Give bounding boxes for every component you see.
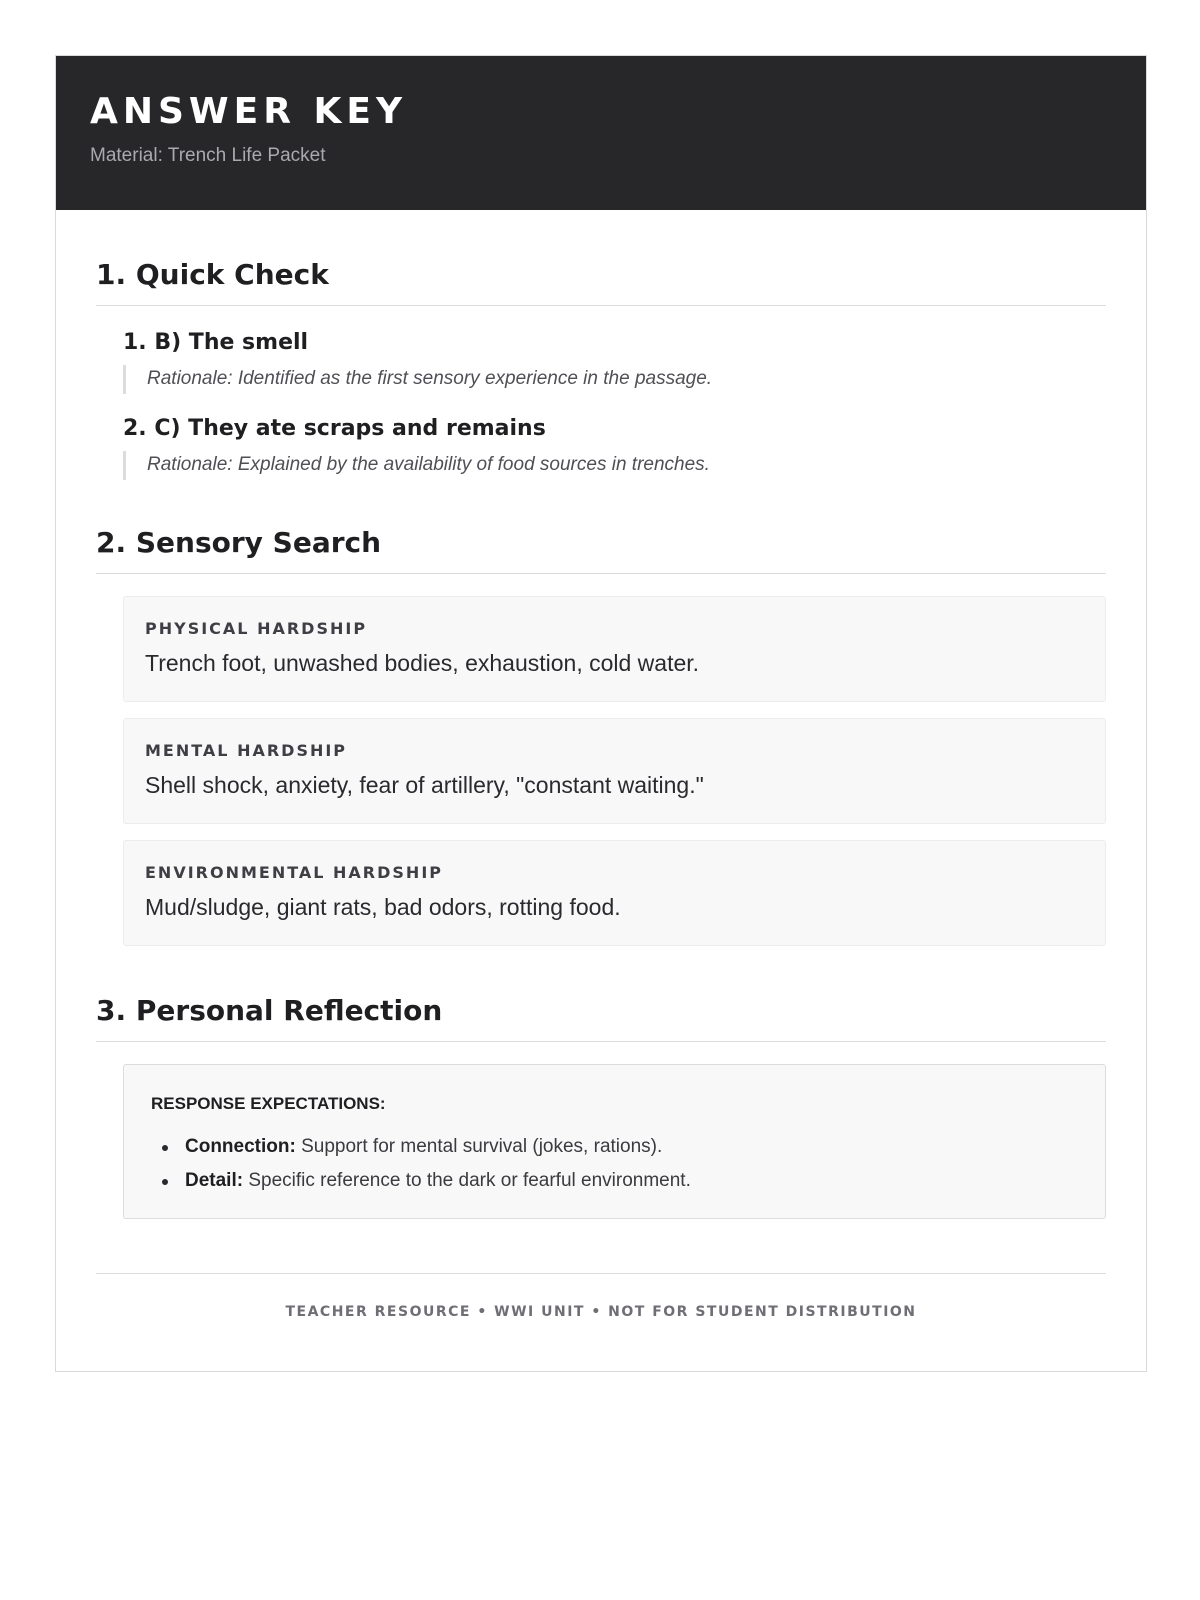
- hardship-cards: [96, 596, 1106, 946]
- card-label: ENVIRONMENTAL HARDSHIP: [145, 863, 443, 882]
- expectations-list: [151, 1130, 1078, 1198]
- expectation-term: Detail:: [185, 1170, 244, 1191]
- header-banner: [56, 56, 1146, 210]
- card-environmental-hardship: [123, 840, 1106, 946]
- list-item: [123, 416, 1106, 480]
- card-physical-hardship: [123, 596, 1106, 702]
- expectation-text: Specific reference to the dark or fearful environment.: [243, 1170, 691, 1191]
- response-expectations-title: RESPONSE EXPECTATIONS:: [151, 1094, 386, 1113]
- card-text: Shell shock, anxiety, fear of artillery, "constant waiting.": [145, 772, 704, 798]
- answer-text: 1. B) The smell: [123, 330, 309, 355]
- rationale-text: Rationale: Identified as the first sensory experience in the passage.: [123, 365, 1106, 394]
- expectation-term: Connection:: [185, 1136, 296, 1157]
- answer-key-sheet: [55, 55, 1147, 1372]
- material-subtitle: Material: Trench Life Packet: [90, 145, 326, 166]
- card-label: PHYSICAL HARDSHIP: [145, 619, 368, 638]
- content: [56, 258, 1146, 1320]
- answer-text: 2. C) They ate scraps and remains: [123, 416, 546, 441]
- card-text: Trench foot, unwashed bodies, exhaustion, cold water.: [145, 650, 700, 676]
- section-title-sensory-search: 2. Sensory Search: [96, 526, 1106, 574]
- rationale-text: Rationale: Explained by the availability of food sources in trenches.: [123, 451, 1106, 480]
- section-title-quick-check: 1. Quick Check: [96, 258, 1106, 306]
- card-mental-hardship: [123, 718, 1106, 824]
- expectation-text: Support for mental survival (jokes, rations).: [295, 1136, 663, 1157]
- card-text: Mud/sludge, giant rats, bad odors, rotting food.: [145, 894, 621, 920]
- page-title: ANSWER KEY: [90, 91, 408, 132]
- card-label: MENTAL HARDSHIP: [145, 741, 348, 760]
- quick-check-list: [96, 330, 1106, 480]
- list-item: [151, 1130, 1078, 1164]
- list-item: [123, 330, 1106, 394]
- section-title-personal-reflection: 3. Personal Reflection: [96, 994, 1106, 1042]
- list-item: [151, 1164, 1078, 1198]
- response-expectations-box: [123, 1064, 1106, 1219]
- footer-note: TEACHER RESOURCE • WWI UNIT • NOT FOR STUDENT DISTRIBUTION: [96, 1273, 1106, 1320]
